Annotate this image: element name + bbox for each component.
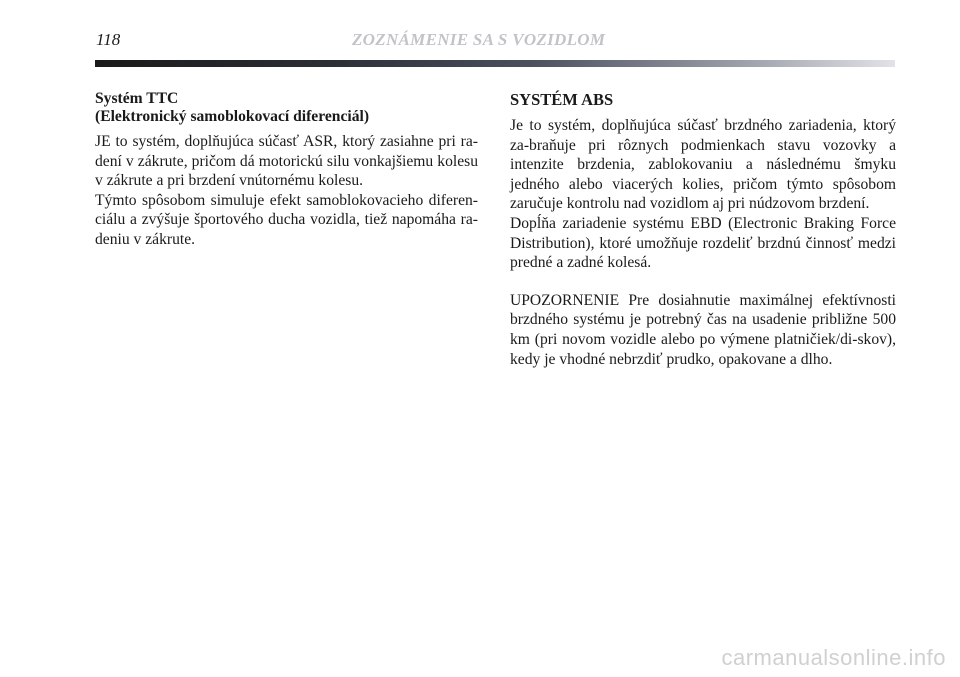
abs-section-title: SYSTÉM ABS — [510, 90, 614, 109]
ttc-paragraph-2: Týmto spôsobom simuluje efekt samoblokovacieho diferen-ciálu a zvýšuje športového ducha vozidla, tiež napomáha ra-deniu v zákrute. — [95, 191, 478, 248]
header-divider — [95, 60, 895, 67]
right-column — [510, 90, 896, 369]
ttc-paragraph-1: JE to systém, doplňujúca súčasť ASR, ktorý zasiahne pri ra-dení v zákrute, pričom dá motorickú silu vonkajšiemu kolesu v zákrute a pri brzdení vnútornému kolesu. — [95, 133, 478, 190]
abs-paragraph-1: Je to systém, doplňujúca súčasť brzdného zariadenia, ktorý za-braňuje pri rôznych podmienkach stavu vozovky a intenzite brzdenia, zablokovaniu a následnému šmyku jedného alebo viacerých kolies, pričom týmto spôsobom zaručuje kontrolu nad vozidlom aj pri núdzovom brzdení. — [510, 117, 896, 213]
ttc-title-line2: (Elektronický samoblokovací diferenciál) — [95, 107, 370, 125]
left-column — [95, 90, 478, 250]
page-number: 118 — [96, 30, 121, 49]
ttc-title-line1: Systém TTC — [95, 90, 179, 107]
ttc-section-title — [95, 90, 478, 125]
site-watermark: carmanualsonline.info — [721, 645, 946, 670]
abs-paragraph-2: Dopĺňa zariadenie systému EBD (Electronic Braking Force Distribution), ktoré umožňuje rozdeliť brzdnú činnosť medzi predné a zadné kolesá. — [510, 214, 896, 272]
running-header-title: ZOZNÁMENIE SA S VOZIDLOM — [352, 30, 606, 49]
abs-warning-paragraph: UPOZORNENIE Pre dosiahnutie maximálnej efektívnosti brzdného systému je potrebný čas na usadenie približne 500 km (pri novom vozidle alebo po výmene platničiek/di-skov), kedy je vhodné nebrzdiť prudko, opakovane a dlho. — [510, 291, 896, 368]
